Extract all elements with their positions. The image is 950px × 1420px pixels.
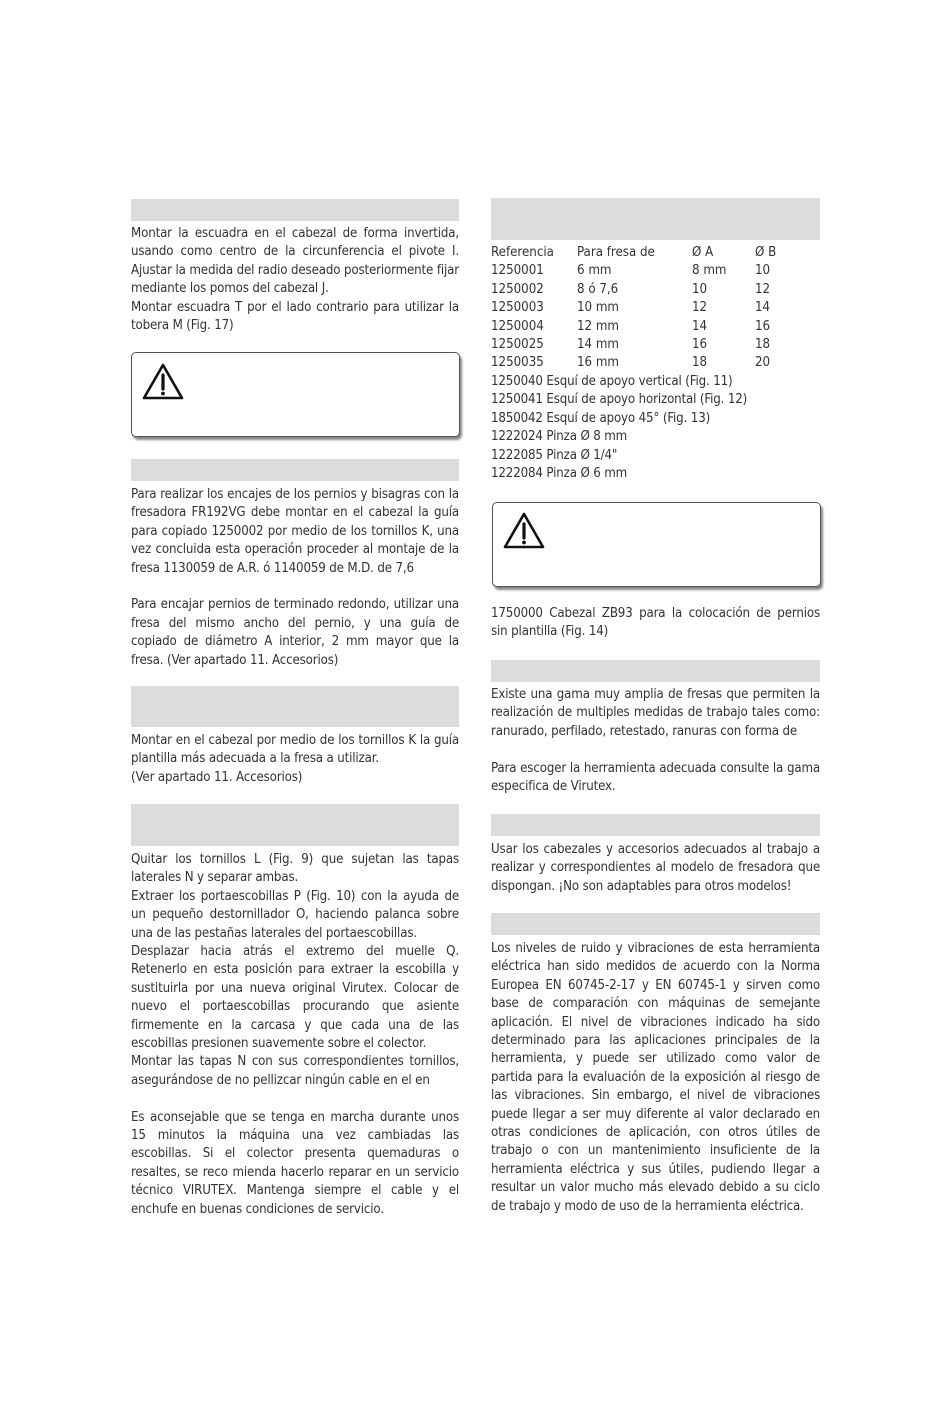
table-cell: 1250001 (491, 263, 544, 279)
paragraph (131, 486, 459, 670)
list-item: 1222024 Pinza Ø 8 mm (491, 429, 628, 445)
table-cell: 1250002 (491, 281, 544, 297)
table-header-cell: Para fresa de (577, 245, 655, 260)
table-cell: 8 mm (692, 263, 727, 279)
paragraph-text: Montar las tapas N con sus correspondientes tornillos, asegurándose de no pellizcar ningún cable en el en (131, 1054, 459, 1088)
table-cell: 18 (755, 337, 771, 353)
warning-box (131, 352, 460, 437)
paragraph-text: Montar la escuadra en el cabezal de forma invertida, usando como centro de la circunferencia el pivote I. Ajustar la medida del radio deseado posteriormente fijar mediante los pomos del cabezal J. (131, 226, 459, 297)
table-cell: 16 (692, 337, 708, 353)
table-cell: 1250025 (491, 337, 544, 353)
paragraph-text: Extraer los portaescobillas P (Fig. 10) con la ayuda de un pequeño destornillador O, haciendo palanca sobre una de las pestañas laterales del portaescobillas. (131, 888, 459, 941)
table-cell: 20 (755, 355, 771, 371)
table-row (491, 262, 795, 280)
paragraph (131, 851, 459, 1219)
paragraph-text: Desplazar hacia atrás el extremo del muelle Q. Retenerlo en esta posición para extraer la escobilla y sustituirla por una nueva original Virutex. Colocar de nuevo el portaescobillas procurando que asiente firmemente en la carcasa y que cada una de las escobillas presionen suavemente sobre el colector. (131, 944, 459, 1052)
table-cell: 1250003 (491, 300, 544, 316)
list-item: 1250040 Esquí de apoyo vertical (Fig. 11) (491, 374, 733, 389)
warning-icon (503, 512, 545, 550)
table-cell: 14 mm (577, 337, 619, 353)
paragraph-text: Los niveles de ruido y vibraciones de esta herramienta eléctrica han sido medidos de acuerdo con la Norma Europea EN 60745-2-17 y EN 60745-1 y sirven como base de comparación con máquinas de semejante aplicación. El nivel de vibraciones indicado ha sido determinado para las aplicaciones principales de la herramienta, y puede ser utilizado como valor de partida para la evaluación de la exposición al riesgo de las vibraciones. Sin embargo, el nivel de vibraciones puede llegar a ser muy diferente al valor declarado en otras condiciones de aplicación, con otros útiles de trabajo o con un mantenimiento insuficiente de la herramienta eléctrica y sus útiles, pudiendo llegar a resultar un valor mucho más elevado debido a su ciclo de trabajo y modo de uso de la herramienta eléctrica. (491, 941, 820, 1214)
section-header-bar (131, 459, 459, 481)
warning-icon (142, 363, 184, 401)
table-header-cell: Ø A (692, 245, 714, 260)
table-cell: 12 (755, 281, 771, 297)
paragraph (491, 841, 820, 896)
paragraph-text: Para realizar los encajes de los pernios y bisagras con la fresadora FR192VG debe montar en el cabezal la guía para copiado 1250002 por medio de los tornillos K, una vez concluida esta operación proceder al montaje de la fresa 1130059 de A.R. ó 1140059 de M.D. de 7,6 (131, 487, 459, 576)
table-row (491, 354, 795, 372)
table-row (491, 336, 795, 354)
table-cell: 18 (692, 355, 708, 371)
table-cell: 16 (755, 318, 771, 334)
section-header-bar (491, 913, 820, 935)
table-header-cell: Referencia (491, 245, 554, 260)
paragraph-text: Usar los cabezales y accesorios adecuados al trabajo a realizar y correspondientes al modelo de fresadora que dispongan. ¡No son adaptables para otros modelos! (491, 842, 820, 894)
table-cell: 10 mm (577, 300, 619, 316)
table-cell: 10 (692, 281, 708, 297)
table-row (491, 299, 795, 317)
warning-box (492, 502, 821, 587)
table-cell: 16 mm (577, 355, 619, 371)
table-header-row (491, 244, 795, 262)
list-item: 1850042 Esquí de apoyo 45° (Fig. 13) (491, 410, 711, 426)
section-header-bar (131, 686, 459, 727)
paragraph (491, 605, 820, 642)
paragraph-text: Montar en el cabezal por medio de los tornillos K la guía plantilla más adecuada a la fresa a utilizar. (131, 733, 459, 767)
table-cell: 14 (755, 300, 771, 316)
table-cell: 8 ó 7,6 (577, 281, 619, 297)
paragraph-text: Montar escuadra T por el lado contrario para utilizar la tobera M (Fig. 17) (131, 299, 459, 334)
table-row (491, 281, 795, 299)
paragraph (131, 732, 459, 787)
paragraph-text: Para escoger la herramienta adecuada consulte la gama especifica de Virutex. (491, 760, 820, 795)
list-item: 1222084 Pinza Ø 6 mm (491, 466, 628, 482)
section-header-bar (491, 198, 820, 240)
section-header-bar (131, 199, 459, 221)
reference-table (491, 244, 795, 373)
list-item: 1250041 Esquí de apoyo horizontal (Fig. 12) (491, 392, 748, 408)
paragraph (491, 940, 820, 1216)
paragraph-text: Quitar los tornillos L (Fig. 9) que sujetan las tapas laterales N y separar ambas. (131, 852, 459, 886)
paragraph-text: (Ver apartado 11. Accesorios) (131, 769, 303, 785)
table-cell: 1250004 (491, 318, 544, 334)
accessory-list (491, 373, 820, 483)
table-cell: 10 (755, 263, 771, 279)
table-cell: 6 mm (577, 263, 612, 279)
table-cell: 1250035 (491, 355, 544, 371)
table-cell: 14 (692, 318, 708, 334)
paragraph-text: Existe una gama muy amplia de fresas que permiten la realización de multiples medidas de trabajo tales como: ranurado, perfilado, retestado, ranuras con forma de (491, 687, 820, 739)
table-cell: 12 mm (577, 318, 619, 334)
section-header-bar (131, 804, 459, 846)
list-item: 1222085 Pinza Ø 1/4" (491, 447, 618, 463)
table-header-cell: Ø B (755, 245, 777, 260)
section-header-bar (491, 660, 820, 682)
paragraph (131, 225, 459, 335)
paragraph-text: Es aconsejable que se tenga en marcha durante unos 15 minutos la máquina una vez cambiadas las escobillas. Si el colector presenta quemaduras o resaltes, se reco mienda hacerlo reparar en un servicio técnico VIRUTEX. Mantenga siempre el cable y el enchufe en buenas condiciones de servicio. (131, 1109, 459, 1217)
paragraph-text: 1750000 Cabezal ZB93 para la colocación de pernios sin plantilla (Fig. 14) (491, 606, 820, 640)
section-header-bar (491, 814, 820, 836)
table-cell: 12 (692, 300, 708, 316)
paragraph-text: Para encajar pernios de terminado redondo, utilizar una fresa del mismo ancho del pernio, y una guía de copiado de diámetro A interior, 2 mm mayor que la fresa. (Ver apartado 11. Accesorios) (131, 597, 459, 668)
paragraph (491, 686, 820, 796)
table-row (491, 318, 795, 336)
